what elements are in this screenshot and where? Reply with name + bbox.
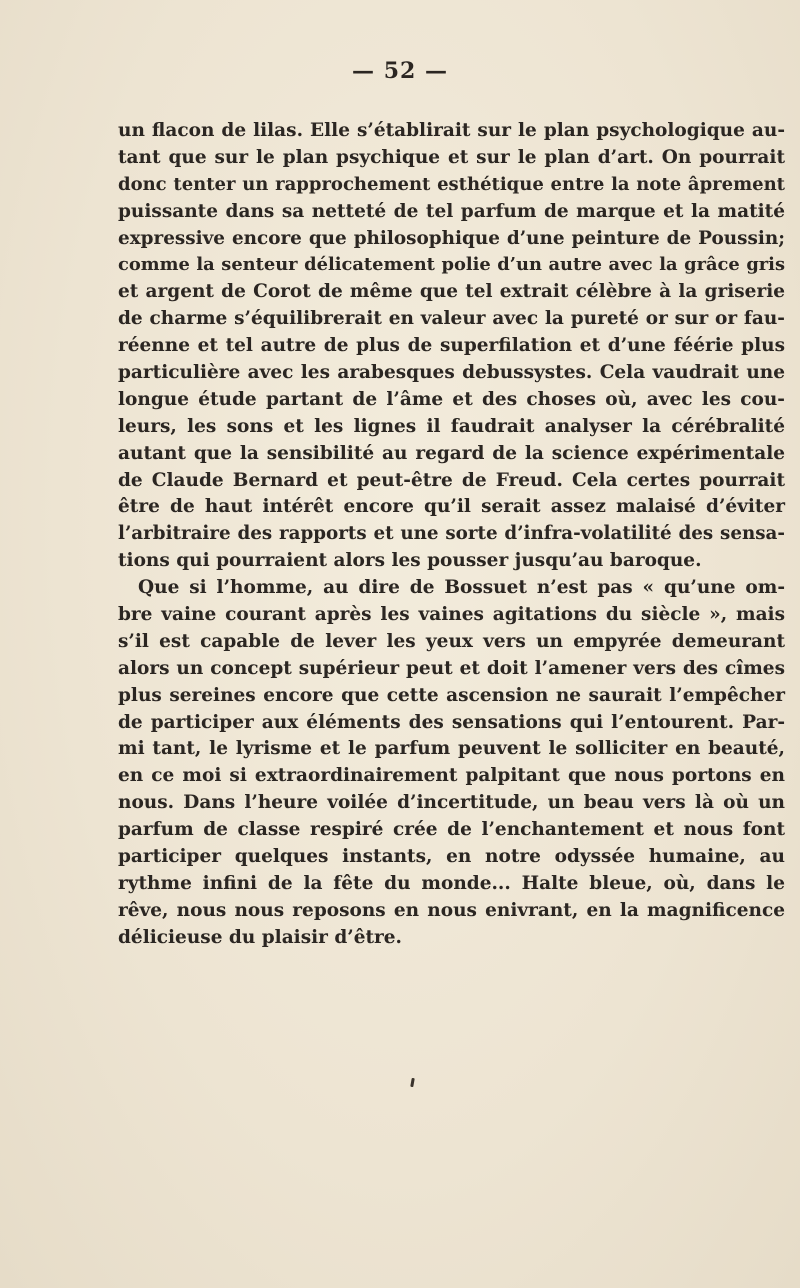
text-line: et argent de Corot de même que tel extrait célèbre à la griserie: [118, 281, 785, 303]
text-line: puissante dans sa netteté de tel parfum de marque et la matité: [118, 200, 785, 222]
text-line: de charme s’équilibrerait en valeur avec la pureté or sur or fau-: [118, 308, 785, 330]
text-line: parfum de classe respiré crée de l’enchantement et nous font: [118, 819, 785, 841]
text-line: autant que la sensibilité au regard de la science expérimentale: [118, 442, 785, 464]
ink-speck: [410, 1078, 415, 1087]
text-line: de participer aux éléments des sensations qui l’entourent. Par-: [118, 711, 785, 733]
text-line: réenne et tel autre de plus de superfilation et d’une féérie plus: [118, 335, 785, 357]
text-line: être de haut intérêt encore qu’il serait assez malaisé d’éviter: [118, 496, 785, 518]
text-line: plus sereines encore que cette ascension ne saurait l’empêcher: [118, 684, 785, 706]
text-line: Que si l’homme, au dire de Bossuet n’est pas « qu’une om-: [138, 577, 785, 599]
text-line: l’arbitraire des rapports et une sorte d’infra-volatilité des sensa-: [118, 523, 785, 545]
text-line: leurs, les sons et les lignes il faudrait analyser la cérébralité: [118, 415, 785, 437]
text-line: expressive encore que philosophique d’une peinture de Poussin;: [118, 227, 785, 249]
text-line: délicieuse du plaisir d’être.: [118, 926, 402, 948]
text-line: alors un concept supérieur peut et doit l’amener vers des cîmes: [118, 657, 785, 679]
text-line: tant que sur le plan psychique et sur le plan d’art. On pourrait: [118, 146, 785, 168]
text-line: mi tant, le lyrisme et le parfum peuvent le solliciter en beauté,: [118, 738, 785, 760]
text-line: longue étude partant de l’âme et des choses où, avec les cou-: [118, 388, 785, 410]
text-line: en ce moi si extraordinairement palpitant que nous portons en: [118, 765, 785, 787]
page-number: — 52 —: [352, 58, 448, 84]
text-line: s’il est capable de lever les yeux vers un empyrée demeurant: [118, 630, 785, 652]
text-line: donc tenter un rapprochement esthétique entre la note âprement: [118, 173, 785, 195]
text-line: comme la senteur délicatement polie d’un autre avec la grâce gris: [118, 254, 785, 276]
text-line: nous. Dans l’heure voilée d’incertitude, un beau vers là où un: [118, 792, 785, 814]
text-line: rêve, nous nous reposons en nous enivrant, en la magnificence: [118, 899, 785, 921]
text-line: de Claude Bernard et peut-être de Freud. Cela certes pourrait: [118, 469, 785, 491]
text-line: participer quelques instants, en notre odyssée humaine, au: [118, 846, 785, 868]
text-line: particulière avec les arabesques debussystes. Cela vaudrait une: [118, 362, 785, 384]
text-line: bre vaine courant après les vaines agitations du siècle », mais: [118, 604, 785, 626]
text-line: tions qui pourraient alors les pousser jusqu’au baroque.: [118, 550, 702, 572]
text-line: un flacon de lilas. Elle s’établirait sur le plan psychologique au-: [118, 120, 785, 141]
body-text: [118, 118, 785, 952]
text-line: rythme infini de la fête du monde... Halte bleue, où, dans le: [118, 872, 785, 894]
